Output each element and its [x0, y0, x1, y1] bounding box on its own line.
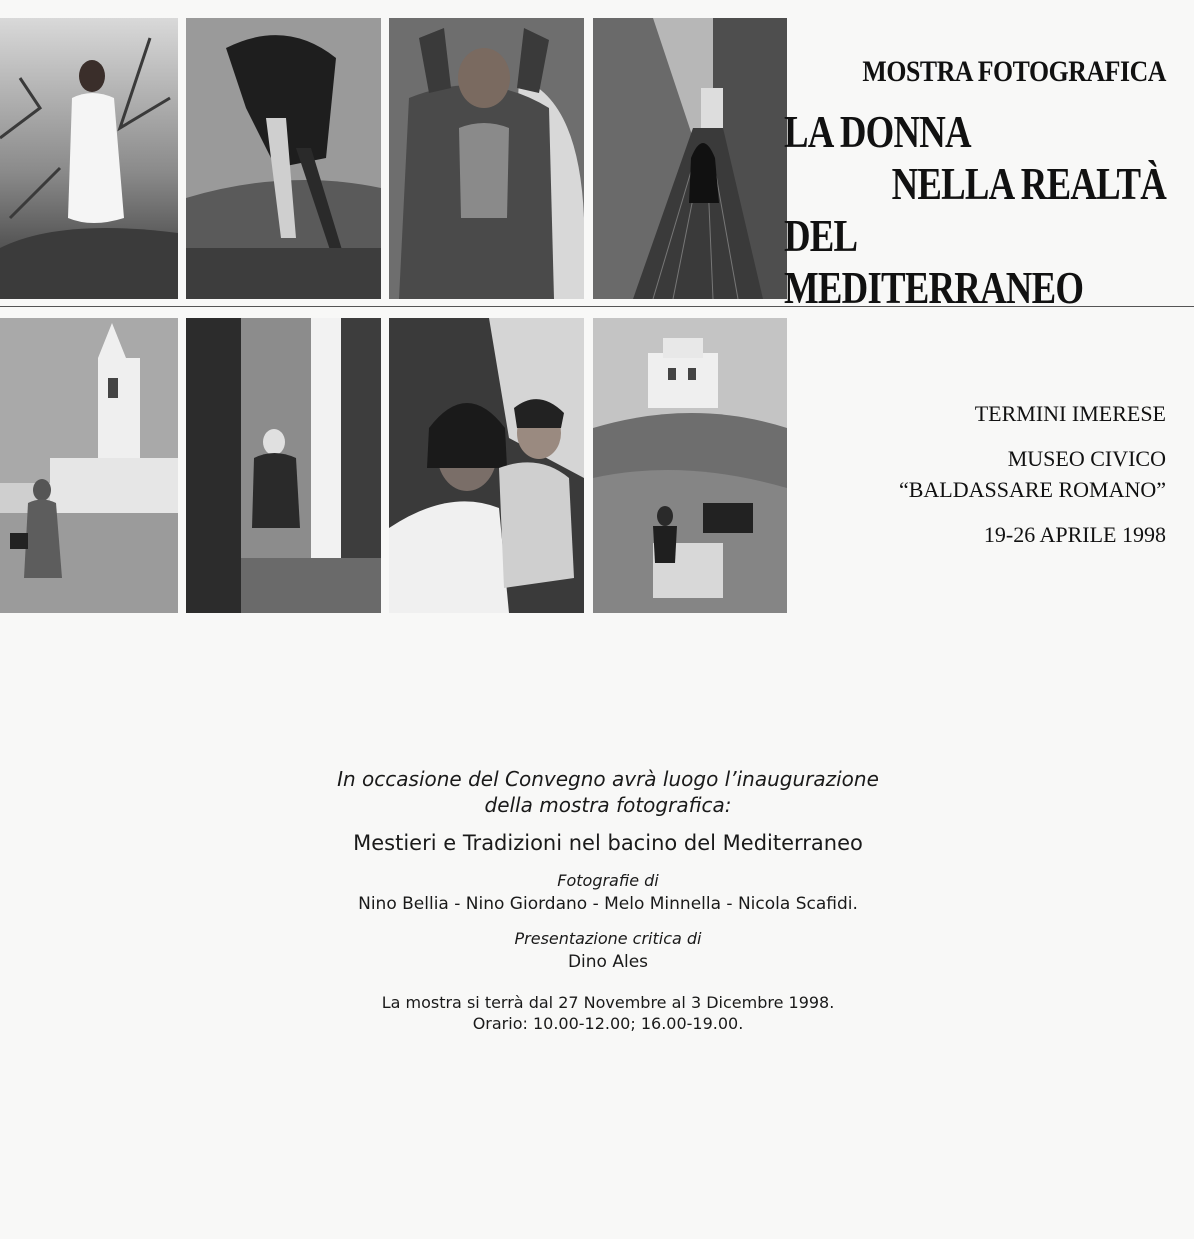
spacer	[806, 505, 1166, 519]
doorway-seated-woman-photo	[186, 318, 381, 613]
venue-dates: 19-26 APRILE 1998	[983, 522, 1166, 547]
exhibition-title-block	[776, 52, 1166, 314]
venue-city: TERMINI IMERESE	[974, 401, 1166, 426]
title-line-1: LA DONNA	[784, 106, 971, 157]
spacer	[806, 429, 1166, 443]
schedule-line-2: Orario: 10.00-12.00; 16.00-19.00.	[472, 1014, 744, 1033]
venue-block	[806, 398, 1166, 550]
woman-bending-photo	[186, 18, 381, 299]
photographers-list: Nino Bellia - Nino Giordano - Melo Minnella - Nicola Scafidi.	[358, 894, 858, 914]
photos-by-label: Fotografie di	[557, 871, 659, 890]
intro-line-2: della mostra fotografica:	[484, 793, 732, 817]
woman-in-white-photo	[0, 18, 178, 299]
venue-museum-line1: MUSEO CIVICO	[1007, 446, 1166, 471]
title-line-3: DEL MEDITERRANEO	[784, 210, 1084, 313]
critic-label: Presentazione critica di	[514, 929, 702, 948]
stone-alley-photo	[593, 18, 787, 299]
schedule-line-1: La mostra si terrà dal 27 Novembre al 3 Dicembre 1998.	[381, 993, 835, 1012]
exhibit-title: Mestieri e Tradizioni nel bacino del Mediterraneo	[353, 831, 863, 855]
critic-name: Dino Ales	[567, 952, 649, 972]
event-details	[0, 766, 1194, 1034]
church-woman-walking-photo	[0, 318, 178, 613]
exhibition-eyebrow: MOSTRA FOTOGRAFICA	[862, 55, 1166, 88]
title-line-2: NELLA REALTÀ	[891, 158, 1166, 209]
hillside-village-photo	[593, 318, 787, 613]
mother-and-child-photo	[389, 318, 584, 613]
henna-hands-photo	[389, 18, 584, 299]
intro-line-1: In occasione del Convegno avrà luogo l’inaugurazione	[337, 767, 879, 791]
venue-museum-line2: “BALDASSARE ROMANO”	[898, 477, 1166, 502]
